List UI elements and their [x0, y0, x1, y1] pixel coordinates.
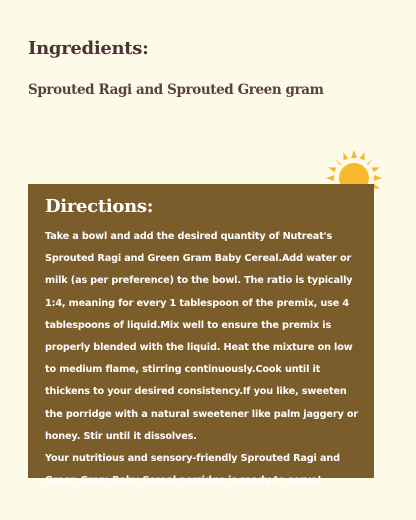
ingredients-heading: Ingredients: — [28, 38, 149, 59]
directions-box — [28, 184, 374, 487]
directions-paragraph-serve: Your nutritious and sensory-friendly Sprouted Ragi and Green Gram Baby Cereal porridge is ready to serve! — [45, 453, 340, 487]
directions-body — [45, 226, 364, 492]
directions-heading: Directions: — [45, 196, 154, 217]
ingredients-text: Sprouted Ragi and Sprouted Green gram — [28, 82, 324, 98]
directions-paragraph-steps: Take a bowl and add the desired quantity of Nutreat's Sprouted Ragi and Green Gram Baby Cereal.Add water or milk (as per preference) to the bowl. The ratio is typically 1:4, meaning for every 1 tablespoon of the premix, use 4 tablespoons of liquid.Mix well to ensure the premix is properly blended with the liquid. Heat the mixture on low to medium flame, stirring continuously.Cook until it thickens to your desired consistency.If you like, sweeten the porridge with a natural sweetener like palm jaggery or honey. Stir until it dissolves. — [45, 231, 358, 442]
